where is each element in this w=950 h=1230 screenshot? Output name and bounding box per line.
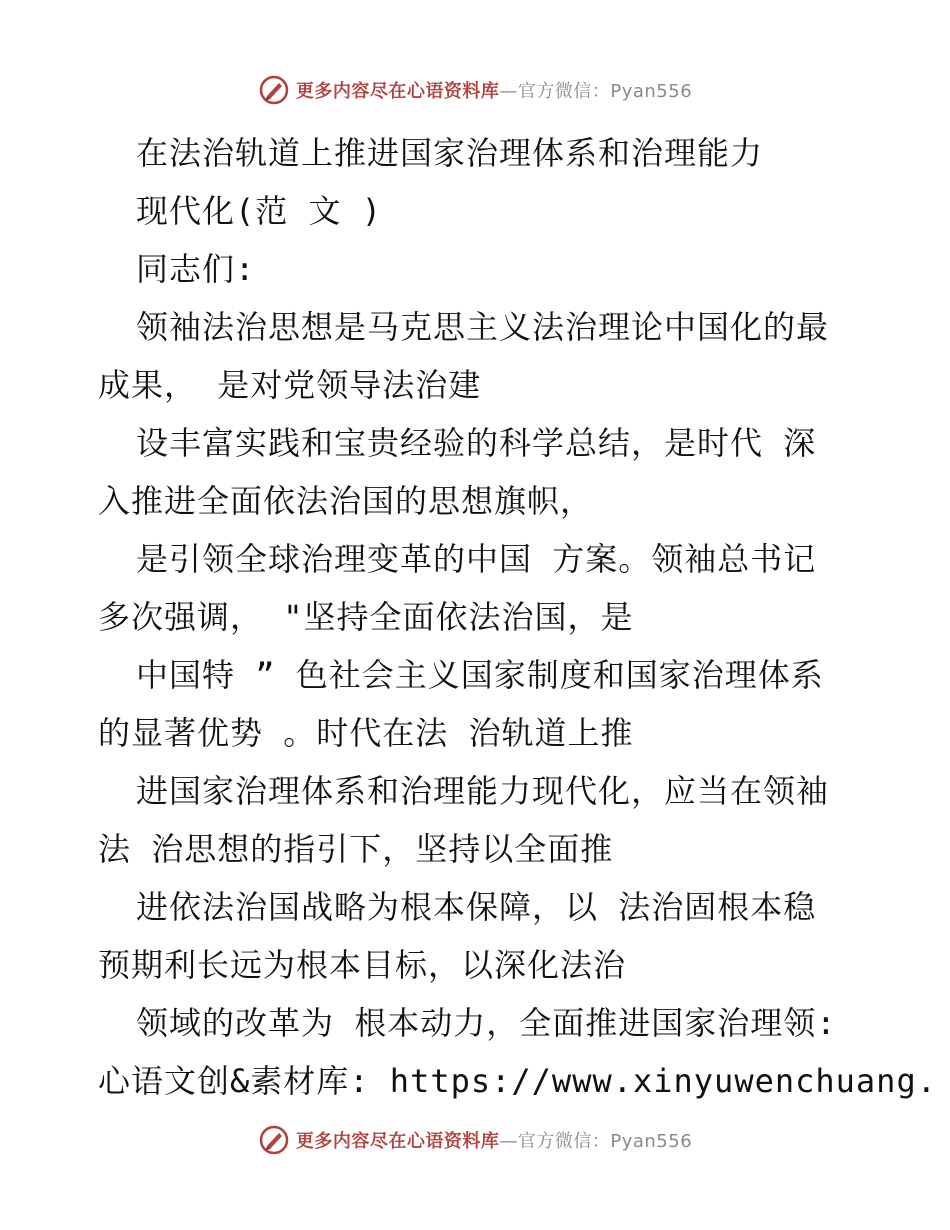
paragraph-line: 是引领全球治理变革的中国 方案。领袖总书记 xyxy=(136,540,817,578)
source-url-line: 心语文创&素材库: https://www.xinyuwenchuang. xyxy=(98,1062,937,1100)
paragraph-line: 预期利长远为根本目标，以深化法治 xyxy=(98,946,627,984)
paragraph-line: 法 治思想的指引下，坚持以全面推 xyxy=(98,830,614,868)
document-title-line-1: 在法治轨道上推进国家治理体系和治理能力 xyxy=(136,134,764,172)
header-watermark xyxy=(0,72,950,108)
document-title-line-2: 现代化(范 文 ) xyxy=(136,192,383,230)
paragraph-line: 成果， 是对党领导法治建 xyxy=(98,366,482,404)
document-body xyxy=(98,124,937,1110)
paragraph-line: 进依法治国战略为根本保障，以 法治固根本稳 xyxy=(136,888,817,926)
paragraph-line: 多次强调， "坚持全面依法治国，是 xyxy=(98,598,634,636)
paragraph-line: 进国家治理体系和治理能力现代化，应当在领袖 xyxy=(136,772,830,810)
salutation: 同志们: xyxy=(136,250,256,288)
paragraph-line: 的显著优势 。时代在法 治轨道上推 xyxy=(98,714,634,752)
footer-watermark xyxy=(0,1122,950,1158)
pen-seal-icon xyxy=(258,1124,290,1156)
paragraph-line: 领袖法治思想是马克思主义法治理论中国化的最 xyxy=(136,308,830,346)
paragraph-line: 中国特 ” 色社会主义国家制度和国家治理体系 xyxy=(136,656,824,694)
paragraph-line: 入推进全面依法治国的思想旗帜， xyxy=(98,482,594,520)
pen-seal-icon xyxy=(258,74,290,106)
watermark-text: 更多内容尽在心语资料库—官方微信：Pyan556 xyxy=(295,81,693,102)
watermark-text: 更多内容尽在心语资料库—官方微信：Pyan556 xyxy=(295,1131,693,1152)
paragraph-line: 设丰富实践和宝贵经验的科学总结，是时代 深 xyxy=(136,424,817,462)
paragraph-line: 领域的改革为 根本动力，全面推进国家治理领: xyxy=(136,1004,837,1042)
